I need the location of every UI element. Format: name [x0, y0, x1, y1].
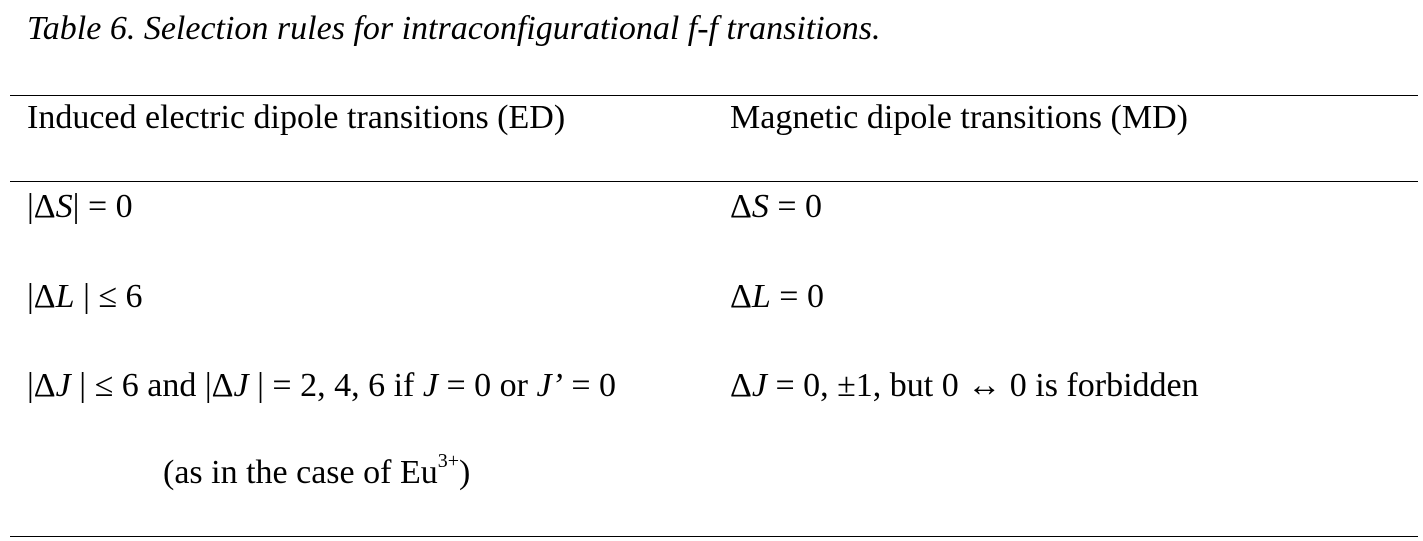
header-ed: Induced electric dipole transitions (ED)	[27, 99, 566, 136]
table-header-rule	[10, 181, 1418, 182]
md-rule-spin: ΔS = 0	[730, 188, 823, 225]
ed-rule-spin: |ΔS| = 0	[27, 188, 133, 225]
header-md: Magnetic dipole transitions (MD)	[730, 99, 1188, 136]
table-top-rule	[10, 95, 1418, 96]
ed-rule-note: (as in the case of $Eu^{3+}$)	[163, 450, 471, 491]
table-caption: Table 6. Selection rules for intraconfigurational f-f transitions.	[27, 10, 881, 47]
ed-rule-total: |ΔJ | ≤ 6 and |ΔJ | = 2, 4, 6 if J = 0 or J’ = 0	[27, 367, 617, 404]
md-rule-total: ΔJ = 0, ±1, but 0 ↔ 0 is forbidden	[730, 367, 1199, 404]
table-bottom-rule	[10, 536, 1418, 537]
md-rule-orbital: ΔL = 0	[730, 278, 824, 315]
ed-rule-orbital: |ΔL | ≤ 6	[27, 278, 143, 315]
superscript-charge: 3+	[437, 450, 460, 472]
